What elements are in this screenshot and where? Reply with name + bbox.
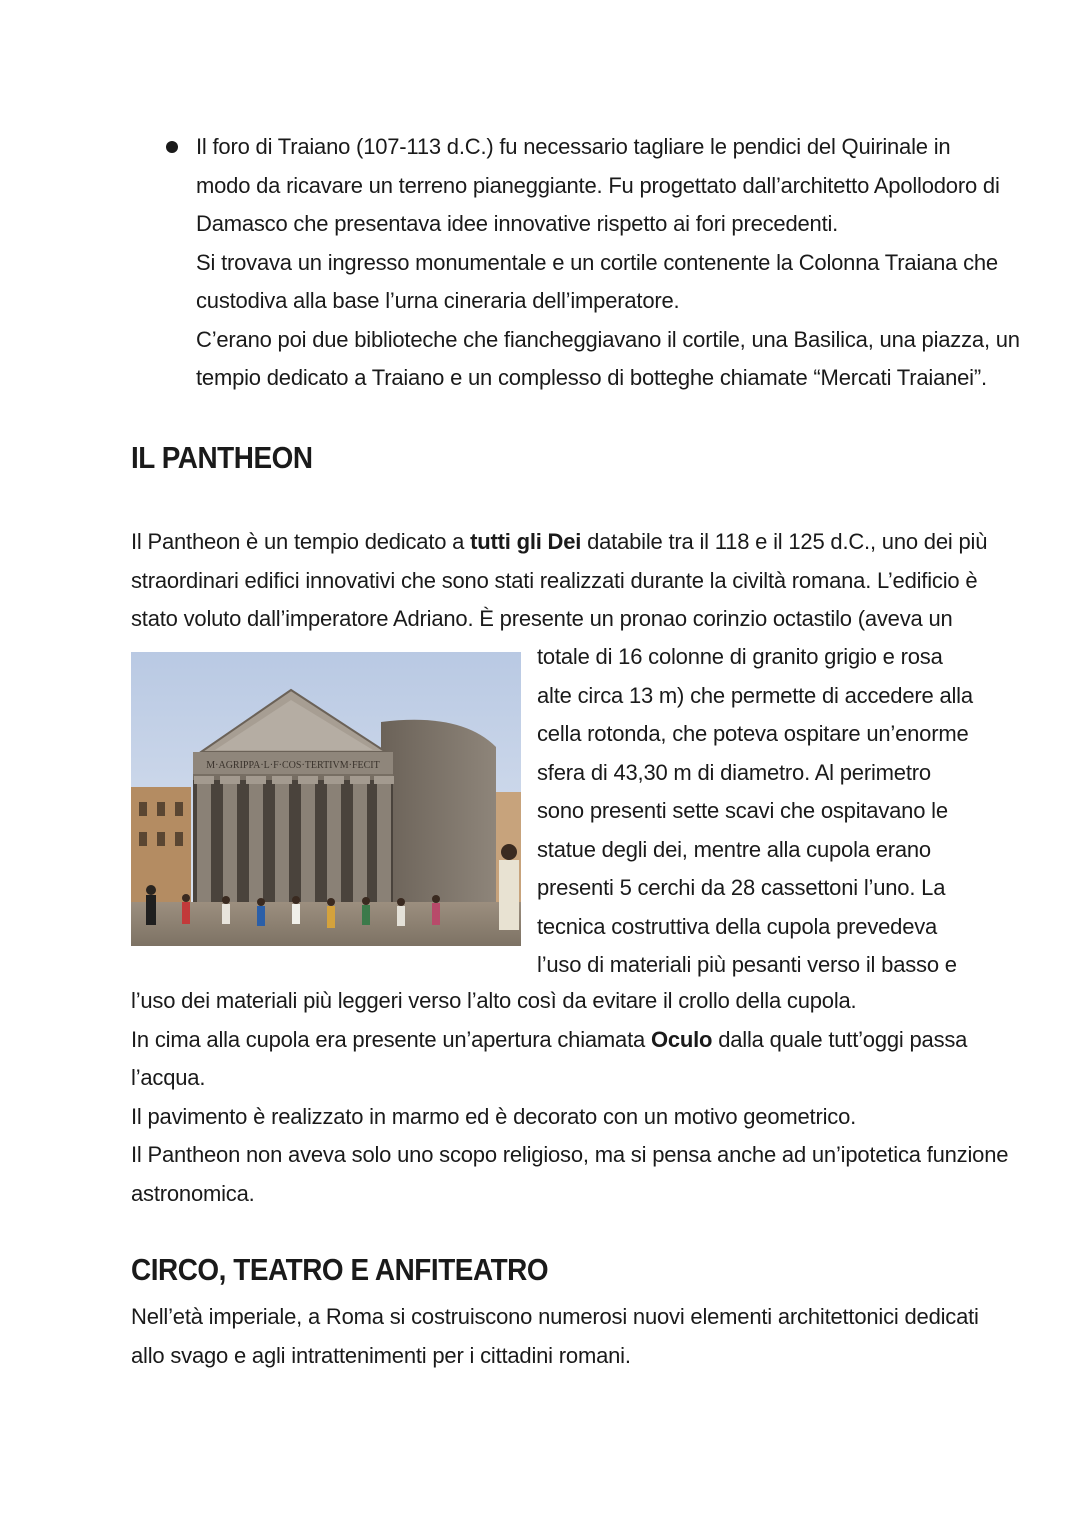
pantheon-continuation-paragraph xyxy=(131,982,1009,1213)
circo-paragraph xyxy=(131,1298,979,1375)
text-line: Si trovava un ingresso monumentale e un cortile contenente la Colonna Traiana che xyxy=(196,249,998,275)
text-line: Damasco che presentava idee innovative rispetto ai fori precedenti. xyxy=(196,211,839,236)
text-line: sono presenti sette scavi che ospitavano le xyxy=(537,798,948,823)
bold-term: Oculo xyxy=(650,1026,713,1052)
text-line: Il foro di Traiano (107-113 d.C.) fu necessario tagliare le pendici del Quirinale in xyxy=(196,134,951,159)
text-line: alte circa 13 m) che permette di accedere alla xyxy=(537,682,973,708)
foro-traiano-paragraph xyxy=(196,128,1020,398)
text-line: tempio dedicato a Traiano e un complesso di botteghe chiamate “Mercati Traianei”. xyxy=(196,365,987,390)
pantheon-intro-paragraph xyxy=(131,523,988,639)
section-heading-pantheon: IL PANTHEON xyxy=(131,440,313,475)
text-line: C’erano poi due biblioteche che fiancheggiavano il cortile, una Basilica, una piazza, un xyxy=(196,326,1020,352)
bold-term: tutti gli Dei xyxy=(470,529,582,554)
text-line: l’acqua. xyxy=(131,1065,206,1090)
text-line: Il pavimento è realizzato in marmo ed è decorato con un motivo geometrico. xyxy=(131,1103,857,1129)
text-line: l’uso dei materiali più leggeri verso l’alto così da evitare il crollo della cupola. xyxy=(131,988,857,1013)
text-line xyxy=(131,1021,968,1060)
bullet-point xyxy=(166,141,178,153)
text-line: stato voluto dall’imperatore Adriano. È presente un pronao corinzio octastilo (aveva un xyxy=(131,606,953,631)
text-line: cella rotonda, che poteva ospitare un’enorme xyxy=(537,721,969,746)
text-segment: Il Pantheon è un tempio dedicato a xyxy=(131,529,471,554)
pantheon-inscription: M·AGRIPPA·L·F·COS·TERTIVM·FECIT xyxy=(206,760,380,771)
text-line: presenti 5 cerchi da 28 cassettoni l’uno. La xyxy=(537,875,946,900)
text-line: tecnica costruttiva della cupola prevedeva xyxy=(537,913,938,939)
text-line: custodiva alla base l’urna cineraria dell’imperatore. xyxy=(196,288,680,313)
text-line: allo svago e agli intrattenimenti per i cittadini romani. xyxy=(131,1342,631,1368)
text-line: modo da ricavare un terreno pianeggiante. Fu progettato dall’architetto Apollodoro di xyxy=(196,172,1000,198)
text-line: Il Pantheon non aveva solo uno scopo religioso, ma si pensa anche ad un’ipotetica funzione xyxy=(131,1142,1009,1167)
text-line: astronomica. xyxy=(131,1180,255,1206)
text-segment: dalla quale tutt’oggi passa xyxy=(712,1026,968,1052)
section-heading-circo: CIRCO, TEATRO E ANFITEATRO xyxy=(131,1252,549,1287)
pantheon-photo xyxy=(131,652,521,946)
text-line: Nell’età imperiale, a Roma si costruiscono numerosi nuovi elementi architettonici dedicati xyxy=(131,1304,979,1329)
text-line xyxy=(131,523,988,562)
text-line: l’uso di materiali più pesanti verso il basso e xyxy=(537,952,957,977)
text-line: statue degli dei, mentre alla cupola erano xyxy=(537,836,931,862)
text-line: straordinari edifici innovativi che sono stati realizzati durante la civiltà romana. L’edificio è xyxy=(131,567,978,593)
pantheon-side-paragraph xyxy=(537,638,973,985)
text-segment: In cima alla cupola era presente un’apertura chiamata xyxy=(131,1026,651,1052)
text-line: sfera di 43,30 m di diametro. Al perimetro xyxy=(537,759,931,785)
text-line: totale di 16 colonne di granito grigio e rosa xyxy=(537,644,943,669)
text-segment: databile tra il 118 e il 125 d.C., uno dei più xyxy=(581,529,988,554)
